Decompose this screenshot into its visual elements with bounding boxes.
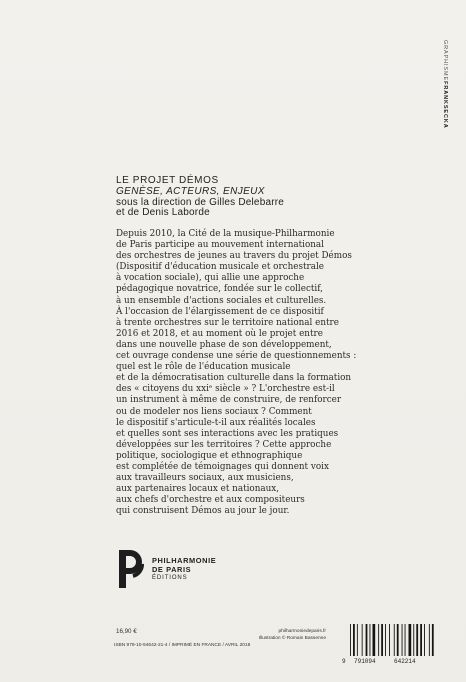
philharmonie-p-logo-icon [116,548,146,590]
barcode-digit-left: 791094 [354,658,376,665]
isbn-line: ISBN 979-10-94642-21-4 / IMPRIMÉ EN FRANCE / AVRIL 2018 [114,643,251,648]
graphic-design-credit [442,40,448,129]
blurb-line: aux travailleurs sociaux, aux musiciens, [116,473,294,484]
publisher-logo [116,548,256,594]
title-block [116,176,416,219]
blurb-line: qui construisent Démos au jour le jour. [116,506,290,517]
blurb-line: pédagogique novatrice, fondée sur le collectif, [116,284,323,295]
blurb-line: de Paris participe au mouvement international [116,240,324,251]
blurb-line: politique, sociologique et ethnographique [116,450,303,461]
editors-line-1: sous la direction de Gilles Delebarre [116,196,285,208]
barcode-bars [342,624,438,658]
price: 16,90 € [116,628,137,635]
logo-text-line-3: ÉDITIONS [152,575,188,581]
blurb-line: (Dispositif d'éducation musicale et orchestrale [116,262,324,273]
isbn-barcode [342,624,438,672]
barcode-digit-prefix: 9 [342,658,346,665]
credit-prefix: GRAPHISME [442,40,448,82]
blurb-line: Depuis 2010, la Cité de la musique-Philharmonie [116,229,335,239]
blurb-line: à un ensemble d'actions sociales et culturelles. [116,295,327,306]
blurb-line: des « citoyens du xxiᵉ siècle » ? L'orchestre est-il [116,384,335,395]
blurb-line: dans une nouvelle phase de son développement, [116,339,332,350]
illustration-credit: Illustration © Romain Bassenne [258,636,326,642]
blurb-line: est complétée de témoignages qui donnent voix [116,461,329,472]
book-subtitle: GENÈSE, ACTEURS, ENJEUX [116,185,265,197]
blurb-line: ou de modeler nos liens sociaux ? Comment [116,406,312,417]
blurb-line: quel est le rôle de l'éducation musicale [116,362,291,373]
editors-line-2: et de Denis Laborde [116,207,210,219]
website: philharmoniedeparis.fr [278,629,326,634]
blurb-line: à trente orchestres sur le territoire national entre [116,317,339,328]
logo-text-line-2: DE PARIS [152,565,192,574]
blurb-line: 2016 et 2018, et au moment où le projet entre [116,328,323,339]
blurb-line: des orchestres de jeunes au travers du projet Démos [116,251,352,262]
credit-name: FRANKSECKA [442,81,448,129]
book-title: LE PROJET DÉMOS [116,175,219,186]
blurb-line: à vocation sociale), qui allie une approche [116,273,305,284]
imprint-footer [116,628,446,668]
blurb-line: et de la démocratisation culturelle dans la formation [116,373,352,384]
blurb-line: un instrument à même de construire, de renforcer [116,395,342,406]
blurb [116,229,386,517]
logo-text-line-1: PHILHARMONIE [152,556,217,565]
blurb-line: aux partenaires locaux et nationaux, [116,484,280,495]
blurb-line: À l'occasion de l'élargissement de ce dispositif [116,306,324,317]
blurb-line: aux chefs d'orchestre et aux compositeurs [116,495,305,506]
blurb-line: et quelles sont ses interactions avec les pratiques [116,428,339,439]
blurb-line: développées sur les territoires ? Cette approche [116,439,332,450]
blurb-line: le dispositif s'articule-t-il aux réalités locales [116,417,316,428]
blurb-line: cet ouvrage condense une série de questionnements : [116,351,357,362]
barcode-digit-right: 642214 [394,658,416,665]
imprint-credits [206,628,326,643]
